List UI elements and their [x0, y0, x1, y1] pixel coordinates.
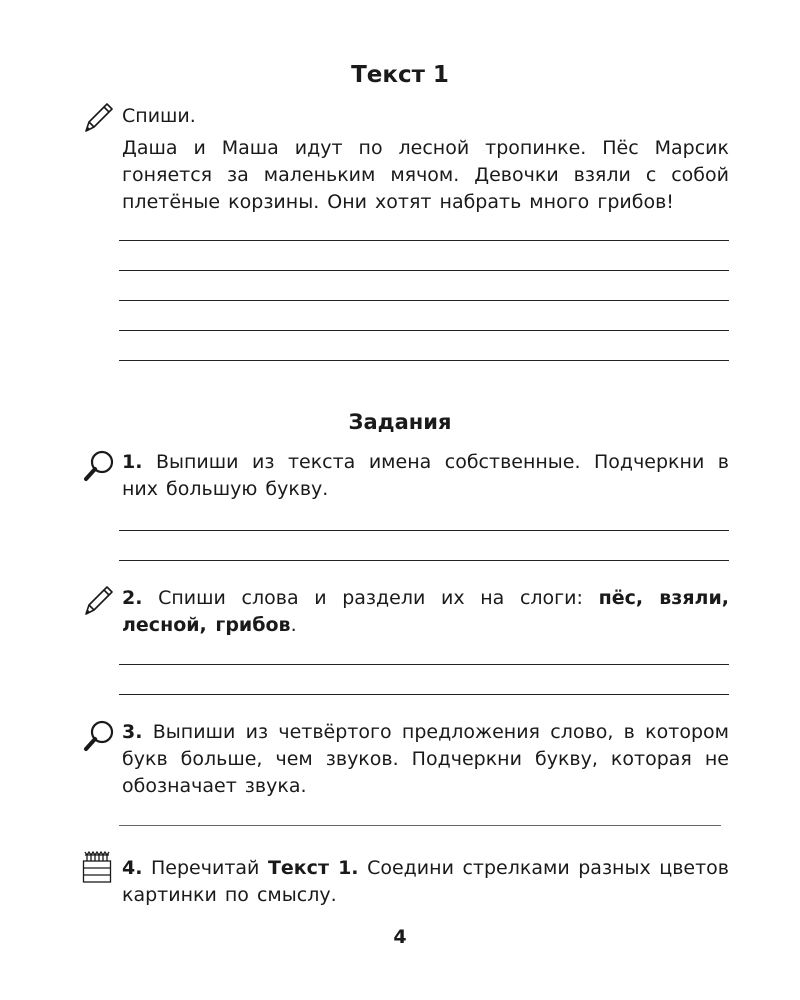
writing-line[interactable]: [119, 270, 729, 271]
writing-line[interactable]: [119, 360, 729, 361]
task-4-text-bold: Текст 1.: [267, 857, 359, 879]
magnifier-icon: [82, 718, 116, 752]
pen-icon: [82, 100, 116, 134]
task-2-words: пёс, взяли, лесной, грибов: [122, 587, 729, 636]
writing-line[interactable]: [119, 664, 729, 665]
pen-icon: [82, 583, 116, 617]
task-3: [122, 719, 729, 800]
task-1-text: Выпиши из текста имена собственные. Подчеркни в них большую букву.: [122, 451, 729, 500]
writing-line[interactable]: [119, 530, 729, 531]
task-4-number: 4.: [122, 857, 143, 879]
copy-instruction: Спиши.: [122, 105, 196, 127]
task-3-text: Выпиши из четвёртого предложения слово, в котором букв больше, чем звуков. Подчеркни букву, которая не обозначает звука.: [122, 721, 729, 797]
magnifier-icon: [82, 448, 116, 482]
task-3-number: 3.: [122, 721, 143, 743]
task-4-text-before: Перечитай: [151, 857, 260, 879]
writing-line[interactable]: [119, 560, 729, 561]
task-2-end: .: [290, 614, 297, 636]
passage-text: Даша и Маша идут по лесной тропинке. Пёс Марсик гоняется за маленьким мячом. Девочки взяли с собой плетёные корзины. Они хотят набрать много грибов!: [122, 137, 729, 213]
pencils-icon: [82, 850, 116, 884]
writing-line[interactable]: [119, 825, 721, 826]
page-number: 4: [393, 926, 407, 948]
writing-line[interactable]: [119, 240, 729, 241]
writing-line[interactable]: [119, 300, 729, 301]
task-1-number: 1.: [122, 451, 143, 473]
task-2-text: Спиши слова и раздели их на слоги:: [158, 587, 583, 609]
task-4-text-after: Соедини стрелками разных цветов картинки по смыслу.: [122, 857, 729, 906]
task-4: [122, 855, 729, 909]
task-1: [122, 449, 729, 503]
task-2-number: 2.: [122, 587, 143, 609]
writing-line[interactable]: [119, 694, 729, 695]
writing-line[interactable]: [119, 330, 729, 331]
page-title: Текст 1: [351, 62, 449, 88]
tasks-heading: Задания: [348, 410, 452, 434]
task-2: [122, 585, 729, 639]
